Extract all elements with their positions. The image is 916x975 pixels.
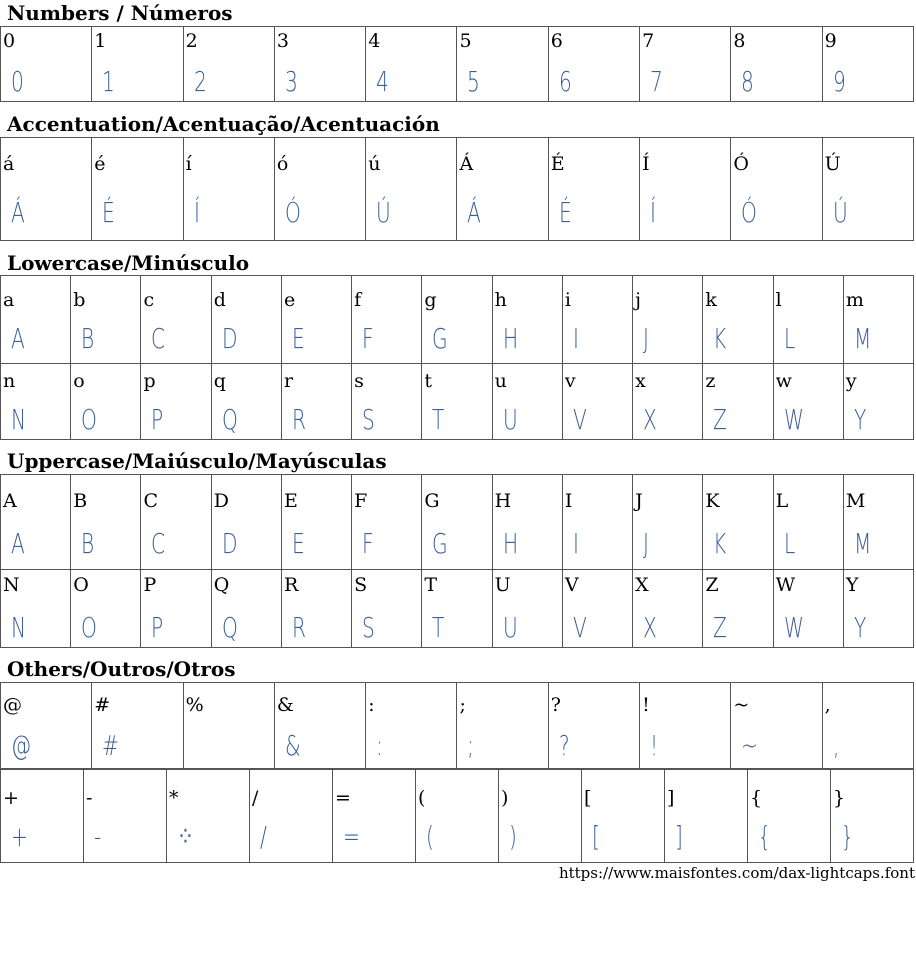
glyph-cell [70,363,140,439]
glyph-cell [365,683,456,768]
character-label: Y [845,574,859,596]
font-glyph-sample: 4 [376,65,390,98]
glyph-cell [632,363,702,439]
glyph-cell [351,363,421,439]
glyph-cell [843,276,914,363]
others-grid-row-1 [0,682,914,769]
character-label: A [3,490,17,512]
character-label: ~ [733,694,750,716]
font-glyph-sample: M [853,322,872,355]
lowercase-grid-row-2 [0,363,914,440]
font-glyph-sample: B [81,527,95,560]
font-glyph-sample: Ú [832,196,848,229]
character-label: Ó [733,153,749,175]
character-label: I [564,490,573,512]
character-label: U [494,574,511,596]
glyph-cell [639,27,730,101]
glyph-cell [183,27,274,101]
character-label: ] [667,787,675,809]
glyph-cell [0,683,91,768]
character-label: x [635,370,646,392]
font-glyph-sample: Í [193,196,200,229]
character-label: V [564,574,579,596]
accents-title: Accentuation/Acentuação/Acentuación [7,112,440,136]
glyph-cell [747,770,830,862]
font-glyph-sample: O [81,403,98,436]
glyph-cell [140,276,210,363]
font-glyph-sample: : [376,729,383,762]
glyph-cell [274,138,365,240]
character-label: % [185,694,204,716]
glyph-cell [562,569,632,647]
character-label: E [283,490,298,512]
font-glyph-sample: S [362,611,375,644]
glyph-cell [562,276,632,363]
lowercase-title: Lowercase/Minúsculo [7,251,250,275]
character-label: é [94,153,106,175]
glyph-cell [498,770,581,862]
glyph-cell [702,276,772,363]
glyph-cell [730,138,821,240]
font-glyph-sample: 0 [11,65,24,98]
font-glyph-sample: ⁘ [177,820,194,853]
character-label: G [424,490,440,512]
glyph-cell [581,770,664,862]
glyph-cell [0,138,91,240]
character-label: í [185,153,192,175]
font-glyph-sample: ] [675,820,683,853]
character-label: N [3,574,20,596]
font-glyph-sample: Á [11,196,25,229]
character-label: h [494,289,507,311]
glyph-cell [183,683,274,768]
glyph-cell [351,475,421,569]
character-label: 7 [642,30,655,52]
character-label: S [354,574,368,596]
glyph-cell [639,683,730,768]
font-glyph-sample: = [343,820,360,853]
character-label: T [424,574,438,596]
font-glyph-sample: P [151,403,164,436]
glyph-cell [351,276,421,363]
font-glyph-sample: U [502,403,518,436]
glyph-cell [822,138,914,240]
font-glyph-sample: ) [509,820,517,853]
glyph-cell [421,363,491,439]
character-label: R [283,574,299,596]
character-label: n [3,370,16,392]
character-label: } [833,787,846,809]
character-label: W [775,574,796,596]
font-glyph-sample: K [713,322,727,355]
font-glyph-sample: Q [221,403,238,436]
font-glyph-sample: 1 [102,65,116,98]
character-label: D [213,490,229,512]
character-label: L [775,490,789,512]
character-label: + [3,787,19,809]
glyph-cell [274,683,365,768]
character-label: 1 [94,30,107,52]
font-glyph-sample: 9 [832,65,846,98]
font-glyph-sample: I [572,527,579,560]
character-label: z [705,370,716,392]
font-glyph-sample: Ú [376,196,391,229]
character-label: C [143,490,159,512]
font-glyph-sample: É [102,196,116,229]
character-label: É [550,153,565,175]
character-label: s [354,370,364,392]
glyph-cell [730,27,821,101]
character-label: 6 [550,30,563,52]
font-glyph-sample: D [221,322,238,355]
numbers-grid [0,26,914,102]
font-glyph-sample: 3 [284,65,298,98]
glyph-cell [249,770,332,862]
character-label: : [368,694,375,716]
character-label: Z [705,574,719,596]
glyph-cell [0,363,70,439]
font-glyph-sample: M [853,527,872,560]
character-label: ) [501,787,509,809]
glyph-cell [274,27,365,101]
glyph-cell [332,770,415,862]
glyph-cell [548,683,639,768]
character-label: 4 [368,30,381,52]
font-glyph-sample: { [758,820,771,853]
glyph-cell [421,276,491,363]
glyph-cell [421,475,491,569]
accents-grid [0,137,914,241]
character-label: & [276,694,294,716]
glyph-cell [365,138,456,240]
font-glyph-sample: G [432,527,449,560]
character-label: P [143,574,157,596]
others-grid-row-2 [0,769,914,863]
glyph-cell [0,770,83,862]
character-label: ? [550,694,561,716]
glyph-cell [548,27,639,101]
font-glyph-sample: Á [467,196,482,229]
font-glyph-sample: T [432,403,445,436]
character-label: O [73,574,89,596]
font-glyph-sample: W [783,403,804,436]
glyph-cell [830,770,914,862]
character-label: 5 [459,30,472,52]
glyph-cell [281,276,351,363]
glyph-cell [91,27,182,101]
font-glyph-sample: R [291,611,306,644]
glyph-cell [91,138,182,240]
character-label: ! [642,694,650,716]
uppercase-grid-row-2 [0,569,914,648]
font-glyph-sample: L [783,322,795,355]
font-glyph-sample: # [102,729,120,762]
character-label: w [775,370,792,392]
character-label: X [635,574,649,596]
numbers-title: Numbers / Números [7,1,233,25]
font-glyph-sample: D [221,527,238,560]
glyph-cell [0,569,70,647]
character-label: M [845,490,866,512]
source-url[interactable]: https://www.maisfontes.com/dax-lightcaps.font [558,864,915,882]
glyph-cell [166,770,249,862]
character-label: 9 [824,30,837,52]
character-label: c [143,289,155,311]
character-label: * [169,787,179,809]
font-glyph-sample: Í [650,196,657,229]
font-glyph-sample: G [432,322,449,355]
font-glyph-sample: F [362,527,374,560]
glyph-cell [632,475,702,569]
font-glyph-sample: H [502,527,518,560]
character-label: á [3,153,15,175]
uppercase-grid-row-1 [0,474,914,570]
font-glyph-sample: [ [592,820,600,853]
glyph-cell [281,363,351,439]
lowercase-grid-row-1 [0,275,914,364]
glyph-cell [548,138,639,240]
character-label: u [494,370,507,392]
font-glyph-sample: / [260,820,267,853]
glyph-cell [773,475,843,569]
font-glyph-sample: Ó [284,196,301,229]
font-glyph-sample: R [291,403,306,436]
font-glyph-sample: X [643,611,657,644]
font-glyph-sample: I [572,322,579,355]
character-label: - [86,787,93,809]
font-glyph-sample: E [291,322,305,355]
font-glyph-sample: J [643,527,650,560]
glyph-cell [492,569,562,647]
glyph-cell [730,683,821,768]
glyph-cell [492,475,562,569]
character-label: Á [459,153,474,175]
character-label: i [564,289,571,311]
character-label: t [424,370,433,392]
character-label: = [335,787,351,809]
character-label: K [705,490,720,512]
glyph-cell [639,138,730,240]
glyph-cell [0,276,70,363]
others-title: Others/Outros/Otros [7,657,236,681]
glyph-cell [843,475,914,569]
glyph-cell [211,363,281,439]
glyph-cell [773,569,843,647]
glyph-cell [415,770,498,862]
character-label: o [73,370,85,392]
glyph-cell [140,363,210,439]
font-glyph-sample: ! [650,729,659,762]
font-glyph-sample: C [151,322,166,355]
glyph-cell [822,27,914,101]
font-glyph-sample: W [783,611,804,644]
font-glyph-sample: P [151,611,164,644]
font-glyph-sample: ; [467,729,475,762]
font-glyph-sample: T [432,611,445,644]
glyph-cell [281,569,351,647]
font-glyph-sample: , [832,729,840,762]
font-glyph-sample: 8 [741,65,755,98]
character-label: Í [642,153,650,175]
font-glyph-sample: O [81,611,98,644]
font-glyph-sample: Z [713,403,728,436]
glyph-cell [773,276,843,363]
font-glyph-sample: É [558,196,572,229]
glyph-cell [664,770,747,862]
font-glyph-sample: Ó [741,196,758,229]
font-glyph-sample: Q [221,611,238,644]
glyph-cell [281,475,351,569]
font-glyph-sample: U [502,611,518,644]
glyph-cell [843,569,914,647]
font-glyph-sample: C [151,527,166,560]
glyph-cell [0,27,91,101]
font-glyph-sample: & [284,729,301,762]
character-label: l [775,289,782,311]
glyph-cell [211,276,281,363]
font-glyph-sample: } [841,820,854,853]
font-glyph-sample: F [362,322,374,355]
character-label: J [635,490,643,512]
font-glyph-sample: L [783,527,795,560]
character-label: 3 [276,30,289,52]
glyph-cell [211,569,281,647]
glyph-cell [70,569,140,647]
character-label: 8 [733,30,746,52]
character-label: a [3,289,15,311]
glyph-cell [492,363,562,439]
font-glyph-sample: S [362,403,375,436]
glyph-cell [140,569,210,647]
font-glyph-sample: Y [853,403,867,436]
glyph-cell [365,27,456,101]
font-glyph-sample: ~ [741,729,759,762]
character-label: m [845,289,864,311]
font-glyph-sample: @ [11,729,32,762]
character-label: y [845,370,857,392]
character-label: j [635,289,642,311]
glyph-cell [351,569,421,647]
glyph-cell [211,475,281,569]
font-glyph-sample: 7 [650,65,663,98]
font-glyph-sample: Z [713,611,728,644]
font-glyph-sample: A [11,322,25,355]
font-glyph-sample: 2 [193,65,207,98]
character-label: # [94,694,111,716]
glyph-cell [562,475,632,569]
character-label: d [213,289,226,311]
glyph-cell [456,683,547,768]
glyph-cell [421,569,491,647]
font-glyph-sample: H [502,322,518,355]
character-label: g [424,289,437,311]
glyph-cell [140,475,210,569]
character-label: ó [276,153,289,175]
font-glyph-sample: A [11,527,25,560]
font-glyph-sample: N [11,611,27,644]
character-label: , [824,694,831,716]
glyph-cell [632,276,702,363]
glyph-cell [83,770,166,862]
font-glyph-sample: ? [558,729,570,762]
glyph-cell [492,276,562,363]
font-glyph-sample: J [643,322,650,355]
glyph-cell [702,363,772,439]
character-label: b [73,289,86,311]
glyph-cell [773,363,843,439]
character-label: ; [459,694,466,716]
font-glyph-sample: B [81,322,95,355]
glyph-cell [822,683,914,768]
character-label: / [252,787,259,809]
character-label: @ [3,694,22,716]
character-label: { [750,787,763,809]
character-label: k [705,289,717,311]
character-label: [ [584,787,592,809]
character-label: e [283,289,296,311]
font-glyph-sample: 5 [467,65,481,98]
font-glyph-sample: K [713,527,727,560]
glyph-cell [702,475,772,569]
glyph-cell [702,569,772,647]
font-glyph-sample: - [94,820,102,853]
glyph-cell [70,475,140,569]
character-label: ú [368,153,381,175]
font-glyph-sample: + [11,820,28,853]
glyph-cell [91,683,182,768]
character-label: Ú [824,153,841,175]
character-label: B [73,490,88,512]
glyph-cell [70,276,140,363]
font-glyph-sample: E [291,527,305,560]
character-label: F [354,490,368,512]
character-label: q [213,370,226,392]
glyph-cell [456,27,547,101]
glyph-cell [0,475,70,569]
character-label: ( [418,787,426,809]
character-label: v [564,370,576,392]
character-label: 0 [3,30,16,52]
uppercase-title: Uppercase/Maiúsculo/Mayúsculas [7,449,387,473]
font-glyph-sample: N [11,403,27,436]
glyph-cell [183,138,274,240]
character-label: H [494,490,512,512]
character-label: f [354,289,362,311]
font-glyph-sample: X [643,403,657,436]
character-label: r [283,370,294,392]
font-glyph-sample: ( [426,820,434,853]
font-glyph-sample: V [572,611,587,644]
glyph-cell [632,569,702,647]
font-glyph-sample: 6 [558,65,572,98]
glyph-cell [562,363,632,439]
character-label: Q [213,574,230,596]
glyph-cell [843,363,914,439]
font-glyph-sample: V [572,403,587,436]
character-label: p [143,370,156,392]
font-glyph-sample: Y [853,611,867,644]
character-label: 2 [185,30,198,52]
glyph-cell [456,138,547,240]
